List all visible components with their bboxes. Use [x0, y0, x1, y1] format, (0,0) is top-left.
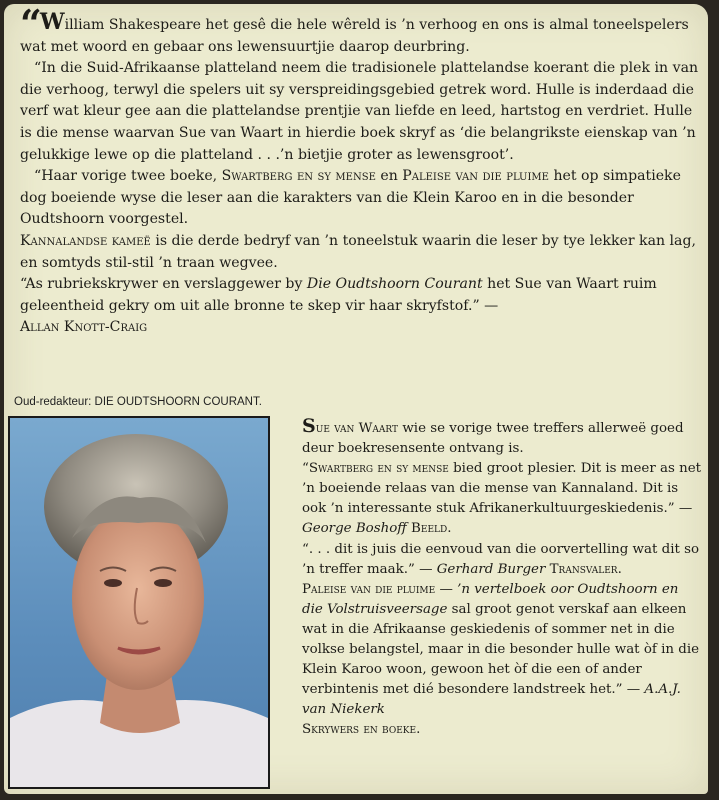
p3-open: “Haar vorige twee boeke,	[34, 168, 222, 185]
right-eye-shape	[154, 579, 172, 587]
p5-open: “As rubriekskrywer en verslaggewer by	[20, 276, 307, 293]
r1-rest: wie se vorige twee treffers allerweë goed deur boekresensente ontvang is.	[302, 421, 684, 457]
source-skrywers-en-boeke: Skrywers en boeke.	[302, 722, 421, 738]
opening-quote-mark: “	[20, 4, 38, 46]
drop-initial: W	[39, 9, 65, 35]
newspaper-name: Die Oudtshoorn Courant	[306, 276, 483, 293]
reviewer-boshoff: George Boshoff	[302, 521, 407, 537]
r2-rest: bied groot plesier. Dit is meer as net ’n boeiende relaas van die mense van Kannaland. Dit is ook ’n interessante stuk Afrikanerkultuurgeskiedenis.” —	[302, 461, 702, 517]
attribution-author: Allan Knott-Craig	[20, 319, 148, 336]
paragraph-platteland: “In die Suid-Afrikaanse platteland neem die tradisionele plattelandse koerant die plek in van die verhoog, terwyl die spelers uit sy verspreidingsgebied getrek word. Hulle is inderdaad die verf wat kleur gee aan die plattelandse prentjie van liefde en leed, hartstog en verdriet. Hulle is die mense waarvan Sue van Waart in hierdie boek skryf as ‘die belangrikste eienskap van ’n gelukkige lewe op die platteland . . .’n bietjie groter as lewensgroot’.	[20, 60, 699, 163]
p3-rest: het op simpatieke dog boeiende wyse die leser aan die karakters van die Klein Karoo en in die besonder Oudtshoorn voorgestel.	[20, 168, 681, 228]
paragraph-shakespeare-text: illiam Shakespeare het gesê die hele wêreld is ’n verhoog en ons is almal toneelspelers wat met woord en gebaar ons lewensuurtjie daarop deurbring.	[20, 17, 689, 55]
book-title-paleise: Paleise van die pluime	[402, 168, 549, 185]
review-paleise	[302, 580, 702, 741]
r3-text: “. . . dit is juis die eenvoud van die oorvertelling wat dit so ’n treffer maak.” —	[302, 541, 700, 577]
book-subtitle: ’n vertelboek oor Oudtshoorn en die Volstruisveersage	[302, 581, 679, 617]
author-name: ue van Waart	[315, 421, 399, 436]
source-transvaler: Transvaler.	[545, 561, 622, 577]
left-eye-shape	[104, 579, 122, 587]
paragraph-shakespeare	[20, 4, 702, 58]
review-book-title-paleise: Paleise van die pluime	[302, 581, 436, 597]
face-shape	[72, 506, 204, 690]
source-beeld: Beeld.	[406, 521, 452, 537]
review-beeld	[302, 459, 702, 539]
review-transvaler	[302, 540, 702, 580]
paragraph-kannalandse	[20, 231, 702, 274]
p3-and: en	[375, 168, 403, 185]
back-cover	[4, 4, 708, 794]
drop-initial-s: S	[302, 415, 316, 437]
blurb-top	[20, 4, 702, 339]
book-title-swartberg: Swartberg en sy mense	[221, 168, 376, 185]
reviewer-van-niekerk: A.A.J. van Niekerk	[302, 682, 681, 718]
author-role-caption: Oud-redakteur: DIE OUDTSHOORN COURANT.	[14, 396, 262, 408]
book-title-kannalandse: Kannalandse kameë	[20, 232, 151, 249]
review-intro	[302, 416, 702, 459]
author-portrait	[8, 416, 270, 789]
portrait-illustration	[10, 418, 268, 787]
p5-rest: het Sue van Waart ruim geleentheid gekry om uit alle bronne te skep vir haar skryfstof.” —	[20, 276, 657, 314]
r4-rest: sal groot genot verskaf aan elkeen wat in die Afrikaanse geskiedenis of sommer net in die volkse belangstel, maar in die besonder hulle wat òf in die Klein Karoo woon, gewoon het òf die een of ander verbintenis met dié besondere landstreek het.” —	[302, 601, 700, 698]
r4-dash: —	[435, 581, 458, 597]
r2-open: “	[302, 461, 309, 477]
reviewer-burger: Gerhard Burger	[436, 561, 546, 577]
review-book-title-swartberg: Swartberg en sy mense	[308, 461, 449, 477]
paragraph-vorige-boeke	[20, 166, 702, 231]
p4-rest: is die derde bedryf van ’n toneelstuk waarin die leser by tye lekker kan lag, en somtyds stil-stil ’n traan wegvee.	[20, 232, 696, 271]
paragraph-rubriekskrywer	[20, 274, 702, 339]
blurb-reviews	[302, 416, 702, 741]
